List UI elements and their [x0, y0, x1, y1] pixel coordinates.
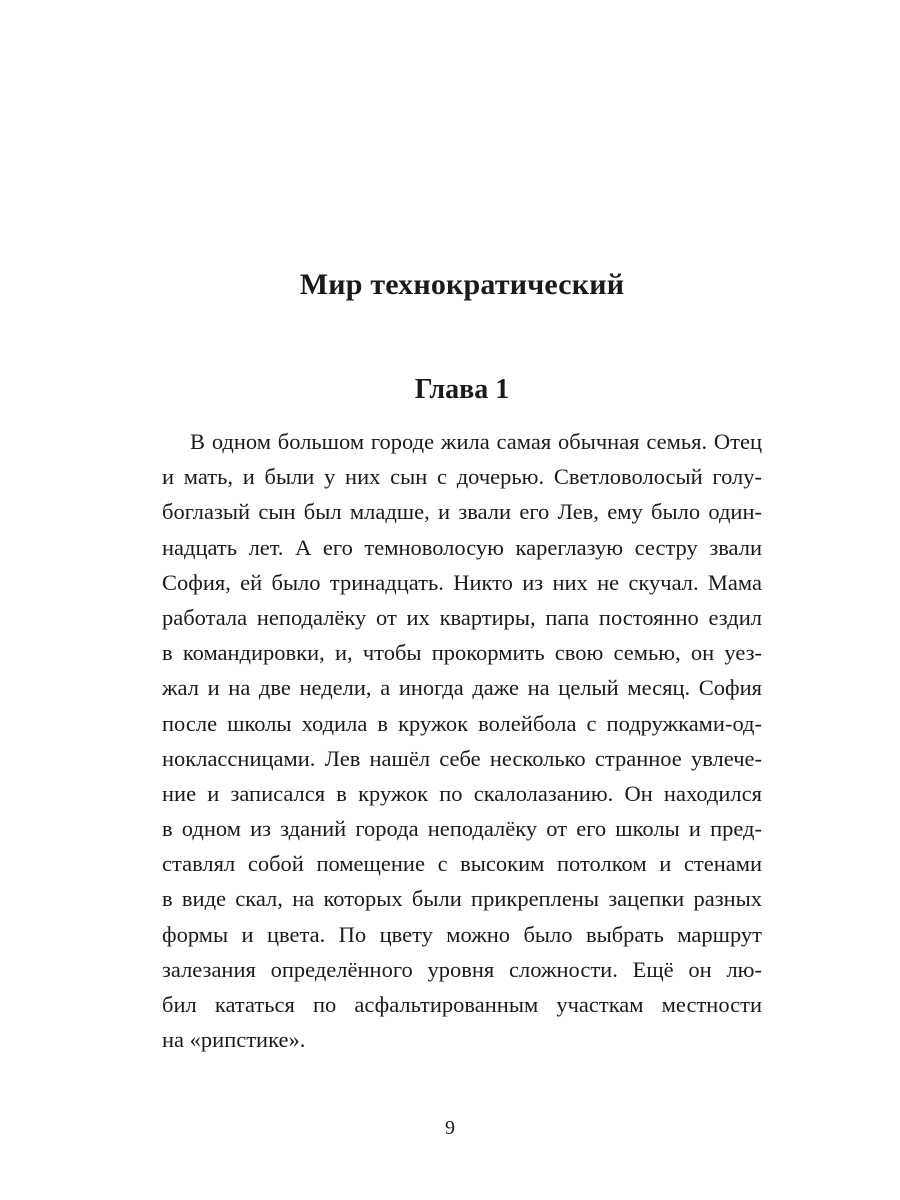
paragraph-line: жал и на две недели, а иногда даже на целый месяц. София [162, 675, 762, 701]
page-number: 9 [445, 1117, 455, 1139]
paragraph-line: в командировки, и, чтобы прокормить свою семью, он уез- [162, 640, 762, 666]
paragraph-line: работала неподалёку от их квартиры, папа постоянно ездил [162, 604, 762, 630]
paragraph-line: ставлял собой помещение с высоким потолком и стенами [162, 851, 762, 877]
paragraph-line: надцать лет. А его темноволосую кареглазую сестру звали [162, 534, 762, 560]
paragraph-line: в виде скал, на которых были прикреплены зацепки разных [162, 886, 762, 912]
paragraph-line: ние и записался в кружок по скалолазанию. Он находился [162, 780, 762, 806]
paragraph-line: после школы ходила в кружок волейбола с подружками-од- [162, 710, 762, 736]
chapter-title: Глава 1 [414, 374, 510, 405]
paragraph-line: и мать, и были у них сын с дочерью. Светловолосый голу- [162, 464, 762, 490]
paragraph-line: формы и цвета. По цвету можно было выбрать маршрут [162, 921, 762, 947]
paragraph-line: в одном из зданий города неподалёку от его школы и пред- [162, 816, 762, 842]
paragraph-line: ноклассницами. Лев нашёл себе несколько странное увлече- [162, 745, 762, 771]
paragraph-line: София, ей было тринадцать. Никто из них не скучал. Мама [162, 569, 762, 595]
chapter-paragraph [162, 424, 762, 1057]
paragraph-line: бил кататься по асфальтированным участкам местности [162, 992, 762, 1017]
paragraph-line: боглазый сын был младше, и звали его Лев, ему было один- [162, 499, 762, 525]
paragraph-line: на «рипстике». [162, 1027, 306, 1053]
paragraph-line: залезания определённого уровня сложности. Ещё он лю- [162, 956, 762, 982]
part-title: Мир технократический [299, 268, 625, 301]
paragraph-line: В одном большом городе жила самая обычная семья. Отец [190, 429, 762, 454]
